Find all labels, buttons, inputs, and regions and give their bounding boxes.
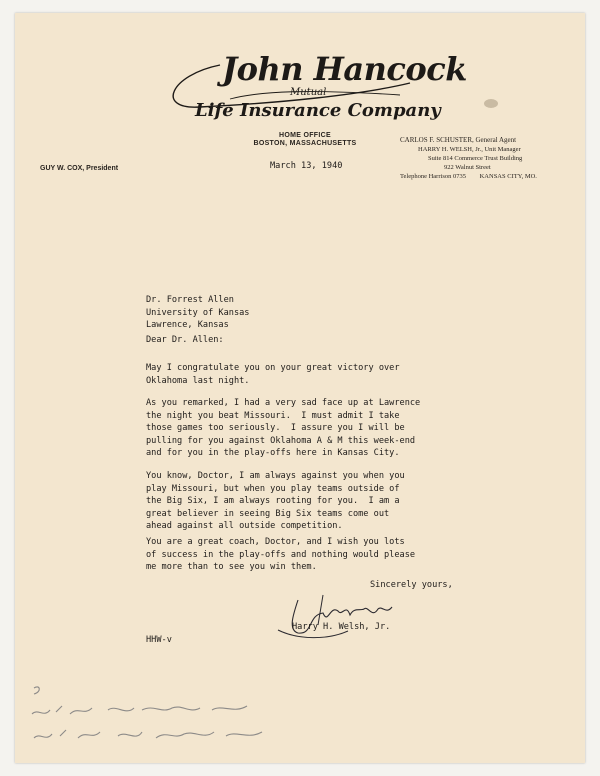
recipient-city: Lawrence, Kansas (146, 320, 229, 330)
salutation: Dear Dr. Allen: (146, 335, 224, 345)
paragraph-3: You know, Doctor, I am always against you when you play Missouri, but when you play teams outside of the Big Six, I am always rooting for you. I am a great believer in seeing Big Six teams come out ahead against all outside competition. (146, 471, 405, 531)
recipient-address (146, 294, 249, 332)
general-agent: CARLOS F. SCHUSTER, General Agent (400, 136, 517, 144)
unit-manager: HARRY H. WELSH, Jr., Unit Manager (418, 146, 521, 153)
closing: Sincerely yours, (370, 580, 453, 590)
recipient-name: Dr. Forrest Allen (146, 295, 234, 305)
recipient-institution: University of Kansas (146, 307, 250, 318)
typist-initials: HHW-v (146, 635, 172, 645)
letter-date: March 13, 1940 (270, 161, 343, 171)
suite-line: Suite 814 Commerce Trust Building (428, 155, 523, 162)
signature-name: Harry H. Welsh, Jr. (292, 622, 391, 632)
president-line: GUY W. COX, President (40, 165, 119, 172)
home-office-label: HOME OFFICE (279, 132, 331, 139)
company-name-line: Life Insurance Company (195, 100, 441, 121)
street-line: 922 Walnut Street (444, 164, 491, 171)
handwritten-signature (268, 585, 398, 645)
paper-stain (484, 99, 498, 108)
pencil-shorthand-notes (22, 680, 272, 750)
agency-city: KANSAS CITY, MO. (479, 173, 537, 180)
home-office (235, 132, 375, 148)
paragraph-4: You are a great coach, Doctor, and I wish you lots of success in the play-offs and nothing would please me more than to see you win them. (146, 537, 416, 572)
company-logo-mutual: Mutual (290, 87, 327, 98)
telephone: Telephone Harrison 0735 (400, 173, 466, 180)
letter-page (15, 13, 585, 763)
telephone-city-line (400, 172, 565, 181)
paragraph-1: May I congratulate you on your great victory over Oklahoma last night. (146, 363, 400, 386)
home-office-city: BOSTON, MASSACHUSETTS (253, 140, 357, 148)
company-logo-script: John Hancock (222, 50, 467, 88)
paragraph-2: As you remarked, I had a very sad face up at Lawrence the night you beat Missouri. I must admit I take those games too seriously. I assure you I will be pulling for you against Oklahoma A & M this week-end and for you in the play-offs here in Kansas City. (146, 398, 421, 458)
agency-block (400, 136, 565, 181)
